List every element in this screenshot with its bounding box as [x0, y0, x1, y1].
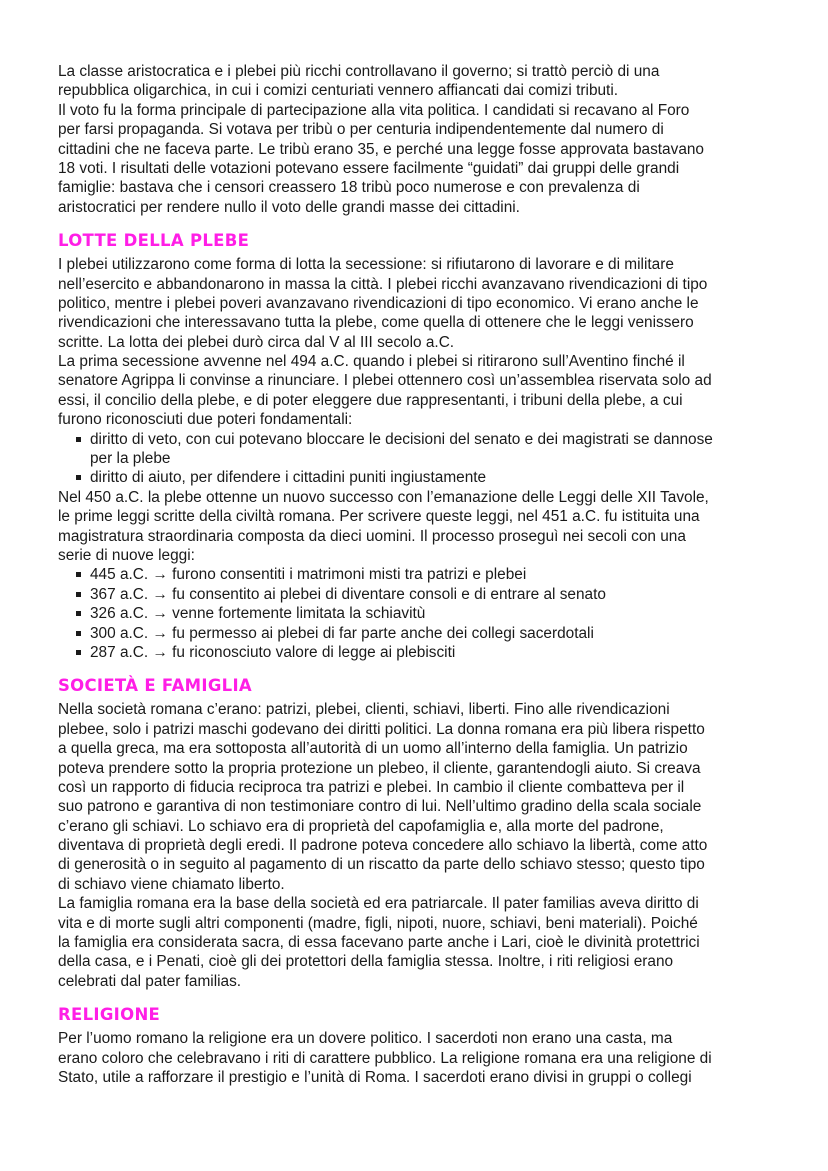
paragraph [58, 700, 798, 991]
text-line: suo patrono e garantiva di non testimoniare contro di lui. Nell’ultimo gradino della scala sociale [58, 798, 702, 816]
text-line: serie di nuove leggi: [58, 546, 195, 564]
text-line: scritte. La lotta dei plebei durò circa dal V al III secolo a.C. [58, 333, 455, 351]
list-item-text: 445 a.C. → furono consentiti i matrimoni misti tra patrizi e plebei [90, 566, 527, 584]
text-line: Stato, utile a rafforzare il prestigio e l’unità di Roma. I sacerdoti erano divisi in gruppi o collegi [58, 1068, 692, 1086]
paragraph [58, 488, 798, 566]
square-bullet-icon [76, 650, 81, 655]
text-line: senatore Agrippa li convinse a rinunciare. I plebei ottennero così un’assemblea riservata solo ad [58, 372, 712, 390]
list-item-line [58, 468, 798, 487]
text-line: diventava di proprietà degli eredi. Il padrone poteva concedere allo schiavo la libertà, come atto [58, 837, 708, 855]
text-line: 18 voti. I risultati delle votazioni potevano essere facilmente “guidati” dai gruppi delle grandi [58, 159, 680, 177]
list-item-line [58, 585, 798, 604]
list-item [58, 604, 798, 623]
text-line: essi, il concilio della plebe, e di poter eleggere due rappresentanti, i tribuni della plebe, a cui [58, 391, 683, 409]
list-item [58, 468, 798, 487]
square-bullet-icon [76, 475, 81, 480]
text-line: aristocratici per rendere nullo il voto delle grandi masse dei cittadini. [58, 198, 520, 216]
list-item-line [58, 643, 798, 662]
text-line: poteva prendere sotto la propria protezione un plebeo, il cliente, garantendogli aiuto. Si creava [58, 759, 701, 777]
document-page [58, 62, 798, 1087]
text-line: cittadini che ne faceva parte. Le tribù erano 35, e perché una legge fosse approvata bastavano [58, 140, 704, 158]
list-item [58, 624, 798, 643]
list-item [58, 643, 798, 662]
bullet-list [58, 565, 798, 662]
list-item-line [58, 604, 798, 623]
text-line: erano coloro che celebravano i riti di carattere pubblico. La religione romana era una religione di [58, 1049, 712, 1067]
square-bullet-icon [76, 611, 81, 616]
list-item-line [58, 624, 798, 643]
text-line: politico, mentre i plebei poveri avanzavano rivendicazioni di tipo economico. Vi erano anche le [58, 294, 699, 312]
paragraph [58, 62, 798, 217]
text-line: furono riconosciuti due poteri fondamentali: [58, 411, 353, 429]
text-line: della casa, e i Penati, cioè gli dei protettori della famiglia stessa. Inoltre, i riti religiosi erano [58, 953, 674, 971]
text-line: di schiavo viene chiamato liberto. [58, 875, 285, 893]
section-heading: RELIGIONE [58, 1005, 161, 1025]
text-line: repubblica oligarchica, in cui i comizi centuriati vennero affiancati dai comizi tributi. [58, 82, 619, 100]
list-item-text: 300 a.C. → fu permesso ai plebei di far parte anche dei collegi sacerdotali [90, 624, 594, 642]
text-line: Per l’uomo romano la religione era un dovere politico. I sacerdoti non erano una casta, ma [58, 1030, 673, 1048]
list-item-line [58, 430, 798, 449]
square-bullet-icon [76, 592, 81, 597]
list-item-line [58, 565, 798, 584]
list-item [58, 430, 798, 469]
list-item-text: diritto di veto, con cui potevano bloccare le decisioni del senato e dei magistrati se dannose [90, 430, 713, 448]
text-line: nell’esercito e abbandonarono in massa la città. I plebei ricchi avanzavano rivendicazioni di tipo [58, 275, 708, 293]
text-line: così un rapporto di fiducia reciproca tra patrizi e plebei. In cambio il cliente combatteva per il [58, 778, 685, 796]
list-item-text: 287 a.C. → fu riconosciuto valore di legge ai plebisciti [90, 643, 456, 661]
text-line: di generosità o in seguito al pagamento di un riscatto da parte dello schiavo stesso; questo tipo [58, 856, 705, 874]
list-item [58, 565, 798, 584]
text-line: La famiglia romana era la base della società ed era patriarcale. Il pater familias aveva diritto di [58, 895, 699, 913]
section-heading: SOCIETÀ E FAMIGLIA [58, 676, 253, 696]
list-item-text: 326 a.C. → venne fortemente limitata la schiavitù [90, 605, 426, 623]
list-item-text: diritto di aiuto, per difendere i cittadini puniti ingiustamente [90, 469, 487, 487]
text-line: rivendicazioni che interessavano tutta la plebe, come quella di ottenere che le leggi venissero [58, 314, 694, 332]
text-line: famiglie: bastava che i censori creassero 18 tribù poco numerose e con prevalenza di [58, 179, 640, 197]
text-line: la famiglia era considerata sacra, di essa facevano parte anche i Lari, cioè le divinità protettrici [58, 934, 700, 952]
text-line: a quella greca, ma era sottoposta all’autorità di un uomo all’interno della famiglia. Un patrizio [58, 740, 688, 758]
square-bullet-icon [76, 437, 81, 442]
list-item-text: per la plebe [90, 450, 171, 468]
text-line: Nel 450 a.C. la plebe ottenne un nuovo successo con l’emanazione delle Leggi delle XII Tavole, [58, 488, 709, 506]
text-line: La classe aristocratica e i plebei più ricchi controllavano il governo; si trattò perciò di una [58, 63, 660, 80]
text-line: La prima secessione avvenne nel 494 a.C. quando i plebei si ritirarono sull’Aventino finché il [58, 353, 685, 371]
text-line: Il voto fu la forma principale di partecipazione alla vita politica. I candidati si recavano al Foro [58, 101, 690, 119]
text-line: Nella società romana c’erano: patrizi, plebei, clienti, schiavi, liberti. Fino alle rivendicazioni [58, 701, 670, 719]
paragraph [58, 1029, 798, 1087]
paragraph [58, 255, 798, 430]
list-item-text: 367 a.C. → fu consentito ai plebei di diventare consoli e di entrare al senato [90, 585, 606, 603]
text-line: le prime leggi scritte della civiltà romana. Per scrivere queste leggi, nel 451 a.C. fu istituita una [58, 508, 700, 526]
list-item-line [58, 449, 798, 468]
text-line: magistratura straordinaria composta da dieci uomini. Il processo proseguì nei secoli con una [58, 527, 686, 545]
text-line: plebee, solo i patrizi maschi godevano dei diritti politici. La donna romana era più libera rispetto [58, 720, 705, 738]
bullet-list [58, 430, 798, 488]
text-line: I plebei utilizzarono come forma di lotta la secessione: si rifiutarono di lavorare e di militare [58, 256, 674, 274]
square-bullet-icon [76, 631, 81, 636]
text-line: vita e di morte sugli altri componenti (madre, figli, nipoti, nuore, schiavi, beni materiali). Poiché [58, 914, 698, 932]
section-heading: LOTTE DELLA PLEBE [58, 231, 250, 251]
list-item [58, 585, 798, 604]
square-bullet-icon [76, 572, 81, 577]
text-line: c’erano gli schiavi. Lo schiavo era di proprietà del capofamiglia e, alla morte del padrone, [58, 817, 664, 835]
text-line: celebrati dal pater familias. [58, 972, 242, 990]
text-line: per farsi propaganda. Si votava per tribù o per centuria indipendentemente dal numero di [58, 121, 664, 139]
